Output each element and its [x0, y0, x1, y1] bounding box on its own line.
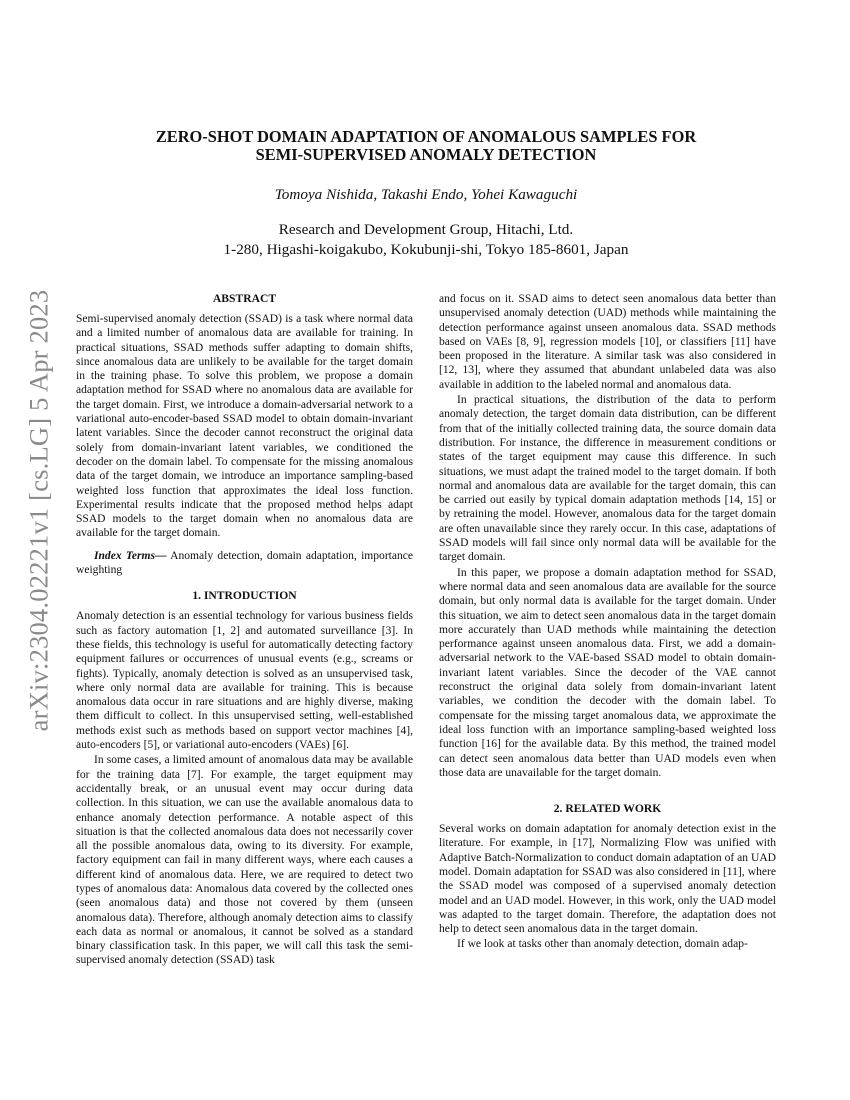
affiliation-line-2: 1-280, Higashi-koigakubo, Kokubunji-shi, Tokyo 185-8601, Japan: [223, 241, 629, 258]
related-paragraph-1: Several works on domain adaptation for anomaly detection exist in the literature. For example, in [17], Normalizing Flow was unified with Adaptive Batch-Normalization to conduct domain adaptation of an UAD model. Domain adaptation for SSAD was also considered in [11], where the SSAD model was composed of a supervised anomaly detection model and an UAD model. However, in this work, only the UAD model was adapted to the target domain. Therefore, the adaptation does not help to detect seen anomalous data in the target domain.: [439, 823, 776, 936]
introduction-heading: 1. INTRODUCTION: [192, 589, 297, 603]
intro-paragraph-5: In this paper, we propose a domain adaptation method for SSAD, where normal data and seen anomalous data are available for the source domain, but only normal data is available for the target domain. Under this situation, we aim to detect seen anomalous data in the target domain more accurately than UAD methods while maintaining the detection performance against unseen anomalous data. First, we add a domain-adversarial network to the VAE-based SSAD model to obtain domain-invariant latent variables. Since the decoder of the VAE cannot reconstruct the original data solely from domain-invariant latent variables, we condition the decoder with the domain label. To compensate for the missing target anomalous data, we approximate the ideal loss function with an importance sampling-based weighted loss function [16] for the available data. By this method, the trained model can detect seen anomalous data better than UAD models even when those data are unavailable for the target domain.: [439, 566, 776, 779]
author-list: Tomoya Nishida, Takashi Endo, Yohei Kawaguchi: [274, 186, 578, 203]
title-line-1: ZERO-SHOT DOMAIN ADAPTATION OF ANOMALOUS SAMPLES FOR: [155, 127, 697, 146]
affiliation-line-1: Research and Development Group, Hitachi, Ltd.: [278, 221, 574, 238]
intro-paragraph-4: In practical situations, the distribution of the data to perform anomaly detection, the target domain data distribution, can be different from that of the initially collected training data, the source domain data distribution. For instance, the difference in measurement conditions or states of the target equipment may cause this difference. In such situations, we must adapt the trained model to the target domain. If both normal and anomalous data are available for the target domain, this can be carried out easily by typical domain adaptation methods [14, 15] or by retraining the model. However, anomalous data for the target domain are often unavailable since they rarely occur. In this case, adaptations of SSAD models will fail since only normal data will be available for the target domain.: [439, 394, 776, 564]
intro-paragraph-2: In some cases, a limited amount of anomalous data may be available for the training data [7]. For example, the target equipment may accidentally break, or an unusual event may occur during data collection. In this situation, we can use the available anomalous data to enhance anomaly detection performance. A notable aspect of this situation is that the collected anomalous data does not necessarily cover all the possible anomalous data, owing to its diversity. For example, factory equipment can fail in many different ways, where each causes a different kind of anomalous data. Here, we are required to detect two types of anomalous data: Anomalous data covered by the collected ones (seen anomalous data) and those not covered by them (unseen anomalous data). Therefore, although anomaly detection aims to classify each data as normal or anomalous, it cannot be solved as a standard binary classification task. In this paper, we will call this task the semi-supervised anomaly detection (SSAD) task: [76, 754, 413, 967]
intro-paragraph-1: Anomaly detection is an essential technology for various business fields such as factory automation [1, 2] and automated surveillance [3]. In these fields, this technology is useful for automatically detecting factory equipment failures or occurrences of unusual events (e.g., screams or fights). Typically, anomaly detection is solved as an unsupervised task, where only normal data are available for training. This is because anomalous data occur in rare situations and are highly diverse, making them difficult to collect. In this unsupervised setting, well-established methods exist such as methods based on support vector machines [4], auto-encoders [5], or variational auto-encoders (VAEs) [6].: [76, 610, 413, 752]
abstract-heading: ABSTRACT: [212, 292, 277, 305]
index-terms-label: Index Terms—: [94, 549, 167, 562]
index-terms: [76, 549, 413, 578]
right-column: [439, 292, 776, 952]
affiliation: [76, 220, 776, 260]
abstract-text: Semi-supervised anomaly detection (SSAD) is a task where normal data and a limited number of anomalous data are available for training. In practical situations, SSAD methods suffer adapting to domain shifts, since anomalous data are unlikely to be available for the target domain in the training phase. To solve this problem, we propose a domain adaptation method for SSAD where no anomalous data are available for the target domain. First, we introduce a domain-adversarial network to a variational auto-encoder-based SSAD model to obtain domain-invariant latent variables. Since the decoder cannot reconstruct the original data solely from domain-invariant latent variables, we conditioned the decoder on the domain label. To compensate for the missing anomalous data of the target domain, we introduce an importance sampling-based weighted loss function that approximates the ideal loss function. Experimental results indicate that the proposed method helps adapt SSAD models to the target domain when no anomalous data are available for the target domain.: [76, 313, 413, 540]
related-work-heading: 2. RELATED WORK: [553, 802, 662, 816]
arxiv-identifier-text[interactable]: arXiv:2304.02221v1 [cs.LG] 5 Apr 2023: [23, 289, 54, 731]
paper-title: [76, 128, 776, 164]
arxiv-identifier-stamp: [18, 280, 60, 740]
related-paragraph-2: If we look at tasks other than anomaly detection, domain adap-: [457, 938, 748, 951]
intro-paragraph-3: and focus on it. SSAD aims to detect seen anomalous data better than unsupervised anomaly detection (UAD) methods while maintaining the detection performance against unseen anomalous data. SSAD methods based on VAEs [8, 9], regression models [10], or classifiers [11] have been proposed in the literature. A similar task was also considered in [12, 13], where they assumed that abundant unlabeled data was also available in addition to the labeled normal and anomalous data.: [439, 293, 776, 391]
left-column: [76, 292, 413, 968]
title-line-2: SEMI-SUPERVISED ANOMALY DETECTION: [255, 145, 597, 164]
index-terms-text: Anomaly detection, domain adaptation, importance weighting: [76, 549, 414, 577]
